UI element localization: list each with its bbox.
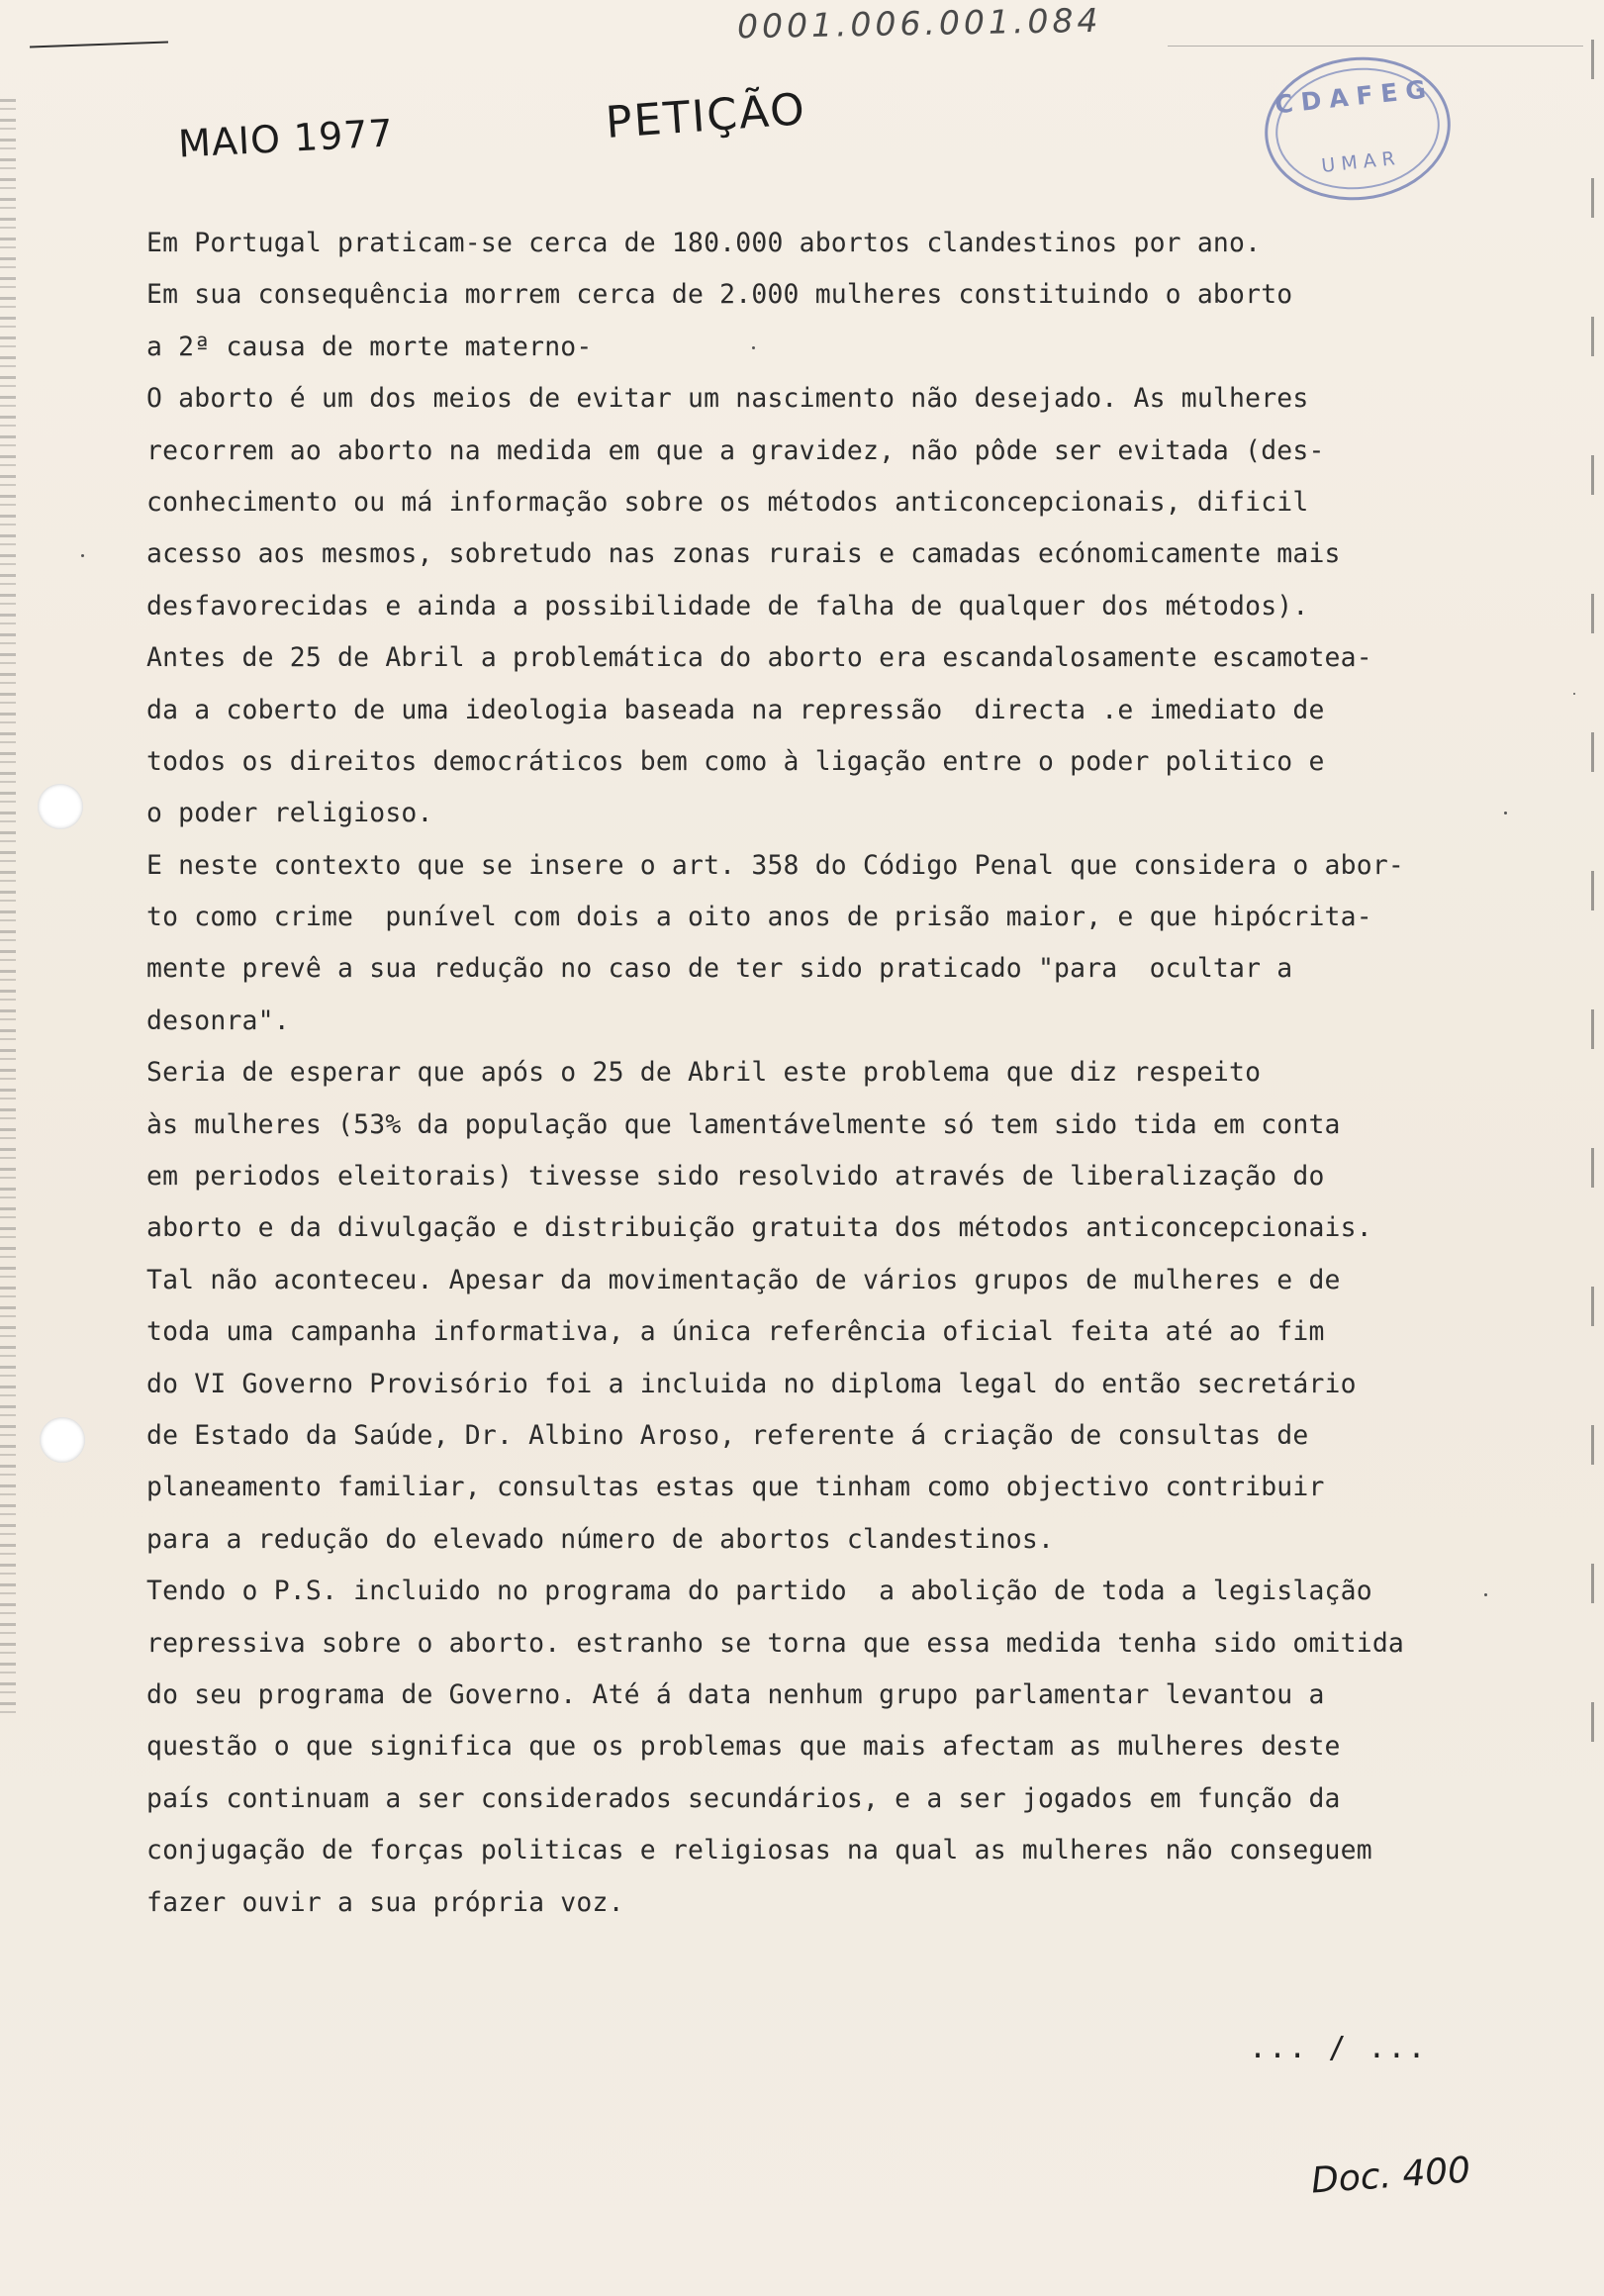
handwritten-date: MAIO 1977 [176,111,395,166]
text-line: planeamento familiar, consultas estas que tinham como objectivo contribuir [146,1472,1325,1503]
paper-speck [1504,812,1507,814]
punch-hole-top [38,784,83,829]
punch-hole-bottom [40,1417,85,1463]
text-line: todos os direitos democráticos bem como à ligação entre o poder politico e [146,745,1325,777]
text-line: toda uma campanha informativa, a única referência oficial feita até ao fim [146,1316,1325,1348]
text-line: recorrem ao aborto na medida em que a gravidez, não pôde ser evitada (des- [146,434,1325,466]
text-line: mente prevê a sua redução no caso de ter sido praticado "para ocultar a [146,953,1293,985]
archive-number: 0001.006.001.084 [736,0,1102,47]
text-line: acesso aos mesmos, sobretudo nas zonas rurais e camadas ecónomicamente mais [146,538,1341,570]
text-line: fazer ouvir a sua própria voz. [146,1886,624,1918]
archive-stamp [1258,48,1458,210]
text-line: a 2ª causa de morte materno- [146,331,593,362]
text-line: O aborto é um dos meios de evitar um nascimento não desejado. As mulheres [146,383,1309,415]
continuation-mark: ... / ... [1249,2031,1428,2065]
stamp-bottom-text: UMAR [1320,146,1402,177]
text-line: do VI Governo Provisório foi a incluida no diploma legal do então secretário [146,1368,1357,1399]
text-line: Tendo o P.S. incluido no programa do partido a abolição de toda a legislação [146,1576,1372,1607]
text-line: o poder religioso. [146,798,433,829]
binding-edge [0,99,16,1722]
text-line: Em Portugal praticam-se cerca de 180.000 abortos clandestinos por ano. [146,228,1262,258]
text-line: Antes de 25 de Abril a problemática do aborto era escandalosamente escamotea- [146,642,1372,674]
text-line: país continuam a ser considerados secundários, e a ser jogados em função da [146,1782,1341,1814]
right-edge-marks [1591,40,1594,1801]
paper-speck [752,346,755,349]
text-line: desonra". [146,1004,290,1036]
text-line: de Estado da Saúde, Dr. Albino Aroso, referente á criação de consultas de [146,1419,1309,1451]
handwritten-doc-reference: Doc. 400 [1309,2150,1472,2202]
paper-speck [1484,1593,1487,1596]
text-line: repressiva sobre o aborto. estranho se torna que essa medida tenha sido omitida [146,1627,1404,1659]
text-line: E neste contexto que se insere o art. 358 do Código Penal que considera o abor- [146,849,1404,881]
top-right-rule [1168,46,1583,47]
stamp-top-text: CDAFEG [1273,73,1436,120]
text-line: Tal não aconteceu. Apesar da movimentação de vários grupos de mulheres e de [146,1264,1341,1295]
text-line: aborto e da divulgação e distribuição gratuita dos métodos anticoncepcionais. [146,1212,1372,1244]
handwritten-title: PETIÇÃO [604,83,808,149]
text-line: às mulheres (53% da população que lamentávelmente só tem sido tida em conta [146,1108,1341,1140]
text-line: em periodos eleitorais) tivesse sido resolvido através de liberalização do [146,1161,1325,1193]
text-line: desfavorecidas e ainda a possibilidade de falha de qualquer dos métodos). [146,590,1309,622]
text-line: questão o que significa que os problemas que mais afectam as mulheres deste [146,1731,1341,1763]
text-line: Em sua consequência morrem cerca de 2.000 mulheres constituindo o aborto [146,279,1293,311]
text-line: to como crime punível com dois a oito anos de prisão maior, e que hipócrita- [146,902,1372,933]
text-line: conjugação de forças politicas e religiosas na qual as mulheres não conseguem [146,1835,1372,1866]
top-left-rule [30,42,168,48]
paper-speck [1573,693,1575,695]
petition-body [146,218,1532,1929]
text-line: Seria de esperar que após o 25 de Abril este problema que diz respeito [146,1057,1262,1089]
text-line: para a redução do elevado número de abortos clandestinos. [146,1523,1055,1555]
text-line: do seu programa de Governo. Até á data nenhum grupo parlamentar levantou a [146,1678,1325,1710]
text-line: conhecimento ou má informação sobre os métodos anticoncepcionais, dificil [146,486,1309,518]
text-line: da a coberto de uma ideologia baseada na repressão directa .e imediato de [146,694,1325,725]
paper-speck [81,554,84,557]
